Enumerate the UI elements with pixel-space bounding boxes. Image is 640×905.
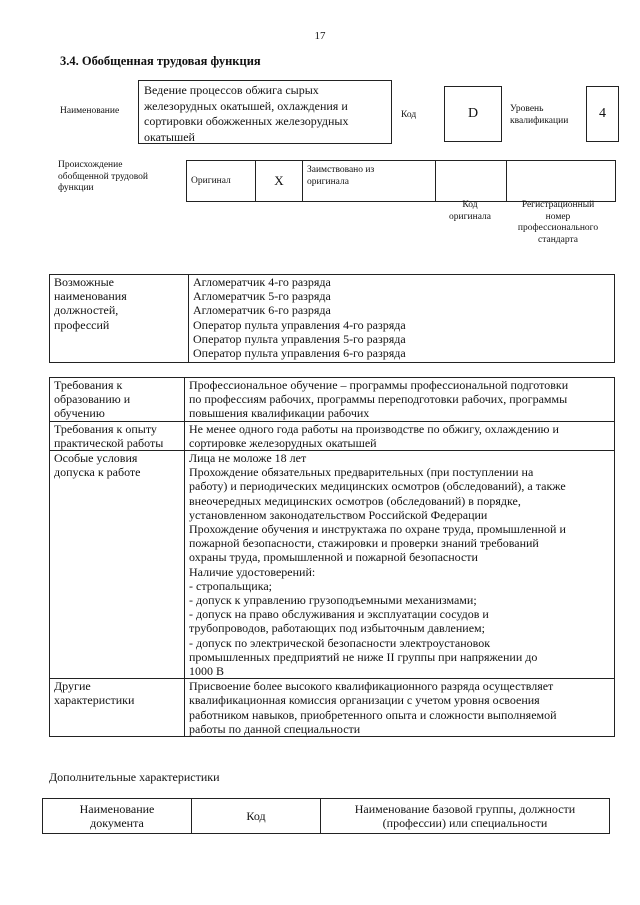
req-value-line: установленном законодательством Российской Федерации (189, 507, 488, 522)
req-value-line: работником навыков, приобретенного опыта и сложности выполняемой (189, 707, 557, 722)
req-value-line: трубопроводов, работающих под избыточным давлением; (189, 621, 485, 636)
name-label: Наименование (60, 106, 120, 116)
req-value-line: охраны труда, промышленной и пожарной безопасности (189, 550, 478, 565)
code-header: Код (192, 799, 321, 834)
req-value-line: Наличие удостоверений: (189, 564, 316, 579)
req-value-line: промышленных предприятий не ниже II группы при напряжении до (189, 649, 538, 664)
req-value (185, 378, 615, 422)
function-name-box (138, 80, 392, 144)
req-label-line: допуска к работе (54, 465, 141, 480)
doc-name-header (43, 799, 192, 834)
req-label-line: практической работы (54, 435, 164, 450)
req-label (50, 378, 185, 422)
reg-number-line: профессионального (517, 223, 599, 233)
code-original-line: Код (462, 200, 478, 210)
profession-item: Агломератчик 5-го разряда (193, 289, 331, 304)
table-row (50, 451, 615, 679)
req-value-line: сортировке железорудных окатышей (189, 435, 377, 450)
req-value-line: Не менее одного года работы на производстве по обжигу, охлаждению и (189, 421, 559, 436)
level-label (510, 104, 568, 127)
req-value-line: - допуск к управлению грузоподъемными механизмами; (189, 593, 477, 608)
level-value: 4 (586, 86, 619, 142)
req-label-line: Требования к опыту (54, 421, 157, 436)
req-value-line: Прохождение обязательных предварительных (при поступлении на (189, 465, 534, 480)
req-label (50, 451, 185, 679)
req-value (185, 679, 615, 737)
professions-table (49, 274, 615, 363)
req-label-line: характеристики (54, 693, 135, 708)
table-row (50, 679, 615, 737)
req-value-line: 1000 В (189, 664, 225, 679)
req-value-line: - допуск по электрической безопасности электроустановок (189, 635, 491, 650)
req-label-line: Требования к (54, 378, 123, 392)
group-name-header-line: (профессии) или специальности (382, 816, 548, 830)
req-value-line: квалификационная комиссия организации с учетом уровня освоения (189, 693, 540, 708)
doc-name-header-line: Наименование (79, 801, 155, 816)
additional-table (42, 798, 610, 834)
borrowed-label (303, 161, 436, 202)
function-name-line: сортировки обожженных железорудных (144, 114, 349, 128)
requirements-table (49, 377, 615, 737)
code-label: Код (401, 110, 417, 120)
req-value (185, 421, 615, 450)
original-mark: X (256, 161, 303, 202)
origin-label-line: функции (58, 183, 94, 193)
req-value-line: работы по данной специальности (189, 721, 361, 736)
reg-number-line: Регистрационный (521, 200, 595, 210)
profession-item: Оператор пульта управления 5-го разряда (193, 331, 406, 346)
profession-item: Оператор пульта управления 6-го разряда (193, 346, 406, 361)
origin-label-line: обобщенной трудовой (58, 171, 148, 182)
req-value (185, 451, 615, 679)
function-name-line: Ведение процессов обжига сырых (144, 83, 319, 97)
original-label: Оригинал (187, 161, 256, 202)
level-label-line: Уровень (510, 104, 544, 114)
additional-title: Дополнительные характеристики (49, 770, 220, 784)
req-value-line: повышения квалификации рабочих (189, 406, 370, 421)
profession-item: Агломератчик 6-го разряда (193, 303, 331, 318)
req-label-line: обучению (54, 406, 105, 421)
req-value-line: Прохождение обучения и инструктажа по охране труда, промышленной и (189, 522, 566, 537)
borrowed-label-line: Заимствовано из (307, 165, 375, 175)
level-label-line: квалификации (510, 115, 569, 126)
code-original-caption (432, 200, 508, 223)
page-number: 17 (314, 30, 326, 42)
professions-label (50, 275, 189, 363)
req-value-line: по профессиям рабочих, программы переподготовки рабочих, программы (189, 392, 568, 407)
req-label-line: образованию и (54, 392, 131, 407)
doc-name-header-line: документа (90, 816, 144, 830)
borrowed-label-line: оригинала (307, 176, 349, 187)
req-label-line: Особые условия (54, 451, 138, 466)
req-value-line: Присвоение более высокого квалификационного разряда осуществляет (189, 679, 554, 694)
professions-label-line: Возможные (54, 275, 114, 289)
reg-number-cell (507, 161, 616, 202)
professions-label-line: должностей, (54, 303, 119, 318)
professions-label-line: наименования (54, 289, 127, 304)
req-value-line: внеочередных медицинских осмотров (обследований) в порядке, (189, 493, 521, 508)
req-value-line: работу) и периодических медицинских осмотров (обследований), а также (189, 479, 566, 494)
function-name-line: железорудных окатышей, охлаждения и (144, 98, 348, 113)
table-row (50, 378, 615, 422)
origin-table (186, 160, 616, 202)
group-name-header (321, 799, 610, 834)
reg-number-line: номер (545, 211, 571, 222)
req-label-line: Другие (54, 679, 91, 694)
req-label (50, 421, 185, 450)
profession-item: Агломератчик 4-го разряда (193, 275, 331, 289)
req-value-line: Лица не моложе 18 лет (189, 451, 307, 466)
professions-label-line: профессий (54, 317, 110, 332)
reg-number-line: стандарта (538, 234, 578, 245)
origin-label (58, 160, 148, 195)
professions-list (189, 275, 615, 363)
reg-number-caption (500, 200, 616, 246)
req-value-line: пожарной безопасности, стажировки и проверки знаний требований (189, 536, 539, 551)
table-row (50, 421, 615, 450)
original-code-cell (436, 161, 507, 202)
req-value-line: Профессиональное обучение – программы профессиональной подготовки (189, 378, 569, 392)
code-original-line: оригинала (449, 211, 491, 222)
function-name-line: окатышей (144, 129, 195, 144)
req-label (50, 679, 185, 737)
group-name-header-line: Наименование базовой группы, должности (354, 801, 576, 816)
origin-label-line: Происхождение (58, 160, 123, 170)
table-row (43, 799, 610, 834)
profession-item: Оператор пульта управления 4-го разряда (193, 317, 406, 332)
req-value-line: - стропальщика; (189, 578, 272, 593)
code-value: D (444, 86, 502, 142)
section-title: 3.4. Обобщенная трудовая функция (60, 54, 261, 68)
req-value-line: - допуск на право обслуживания и эксплуатации сосудов и (189, 607, 489, 622)
